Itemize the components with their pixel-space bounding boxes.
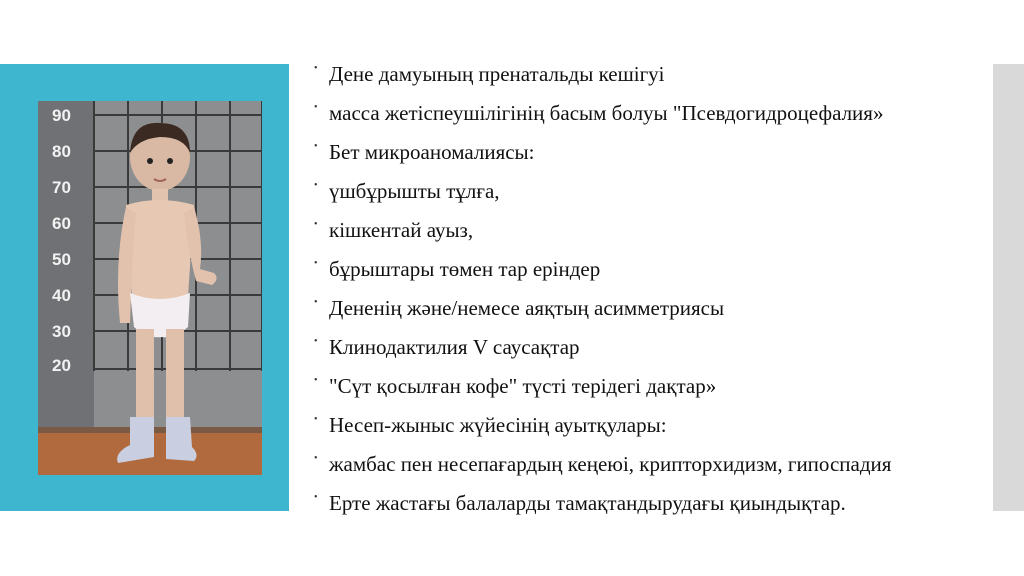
bullet-icon: • <box>314 375 318 386</box>
bullet-icon: • <box>314 414 318 425</box>
bullet-icon: • <box>314 219 318 230</box>
list-item-text: "Сүт қосылған кофе" түсті терідегі дақтар» <box>329 374 717 398</box>
bullet-icon: • <box>314 336 318 347</box>
list-item-text: Дене дамуының пренатальды кешігуі <box>329 62 665 86</box>
list-item-text: Несеп-жыныс жүйесінің ауытқулары: <box>329 413 667 437</box>
list-item-text: үшбұрышты тұлға, <box>329 179 500 203</box>
list-item <box>314 333 1004 372</box>
list-item <box>314 177 1004 216</box>
list-item <box>314 60 1004 99</box>
list-item <box>314 489 1004 528</box>
list-item-text: жамбас пен несепағардың кеңеюі, крипторхидизм, гипоспадия <box>329 452 892 476</box>
bullet-icon: • <box>314 453 318 464</box>
bullet-icon: • <box>314 258 318 269</box>
bullet-icon: • <box>314 492 318 503</box>
list-item <box>314 255 1004 294</box>
list-item-text: масса жетіспеушілігінің басым болуы "Псевдогидроцефалия» <box>329 101 884 125</box>
list-item <box>314 99 1004 138</box>
list-item <box>314 294 1004 333</box>
scale-label-40: 40 <box>52 286 71 305</box>
patient-photo <box>38 101 262 475</box>
bullet-icon: • <box>314 141 318 152</box>
list-item-text: бұрыштары төмен тар еріндер <box>329 257 601 281</box>
list-item-text: Бет микроаномалиясы: <box>329 140 535 164</box>
list-item-text: Дененің және/немесе аяқтың асимметриясы <box>329 296 725 320</box>
scale-label-70: 70 <box>52 178 71 197</box>
bullet-icon: • <box>314 297 318 308</box>
list-item-text: Ерте жастағы балаларды тамақтандырудағы қиындықтар. <box>329 491 846 515</box>
scale-label-60: 60 <box>52 214 71 233</box>
bullet-icon: • <box>314 63 318 74</box>
list-item <box>314 138 1004 177</box>
scale-label-30: 30 <box>52 322 71 341</box>
list-item <box>314 372 1004 411</box>
bullet-icon: • <box>314 102 318 113</box>
list-item <box>314 411 1004 450</box>
scale-label-20: 20 <box>52 356 71 375</box>
scale-label-90: 90 <box>52 106 71 125</box>
scale-label-50: 50 <box>52 250 71 269</box>
scale-label-80: 80 <box>52 142 71 161</box>
feature-bullet-list <box>314 60 1004 528</box>
list-item <box>314 450 1004 489</box>
bullet-icon: • <box>314 180 318 191</box>
list-item-text: Клинодактилия V саусақтар <box>329 335 580 359</box>
list-item-text: кішкентай ауыз, <box>329 218 474 242</box>
list-item <box>314 216 1004 255</box>
